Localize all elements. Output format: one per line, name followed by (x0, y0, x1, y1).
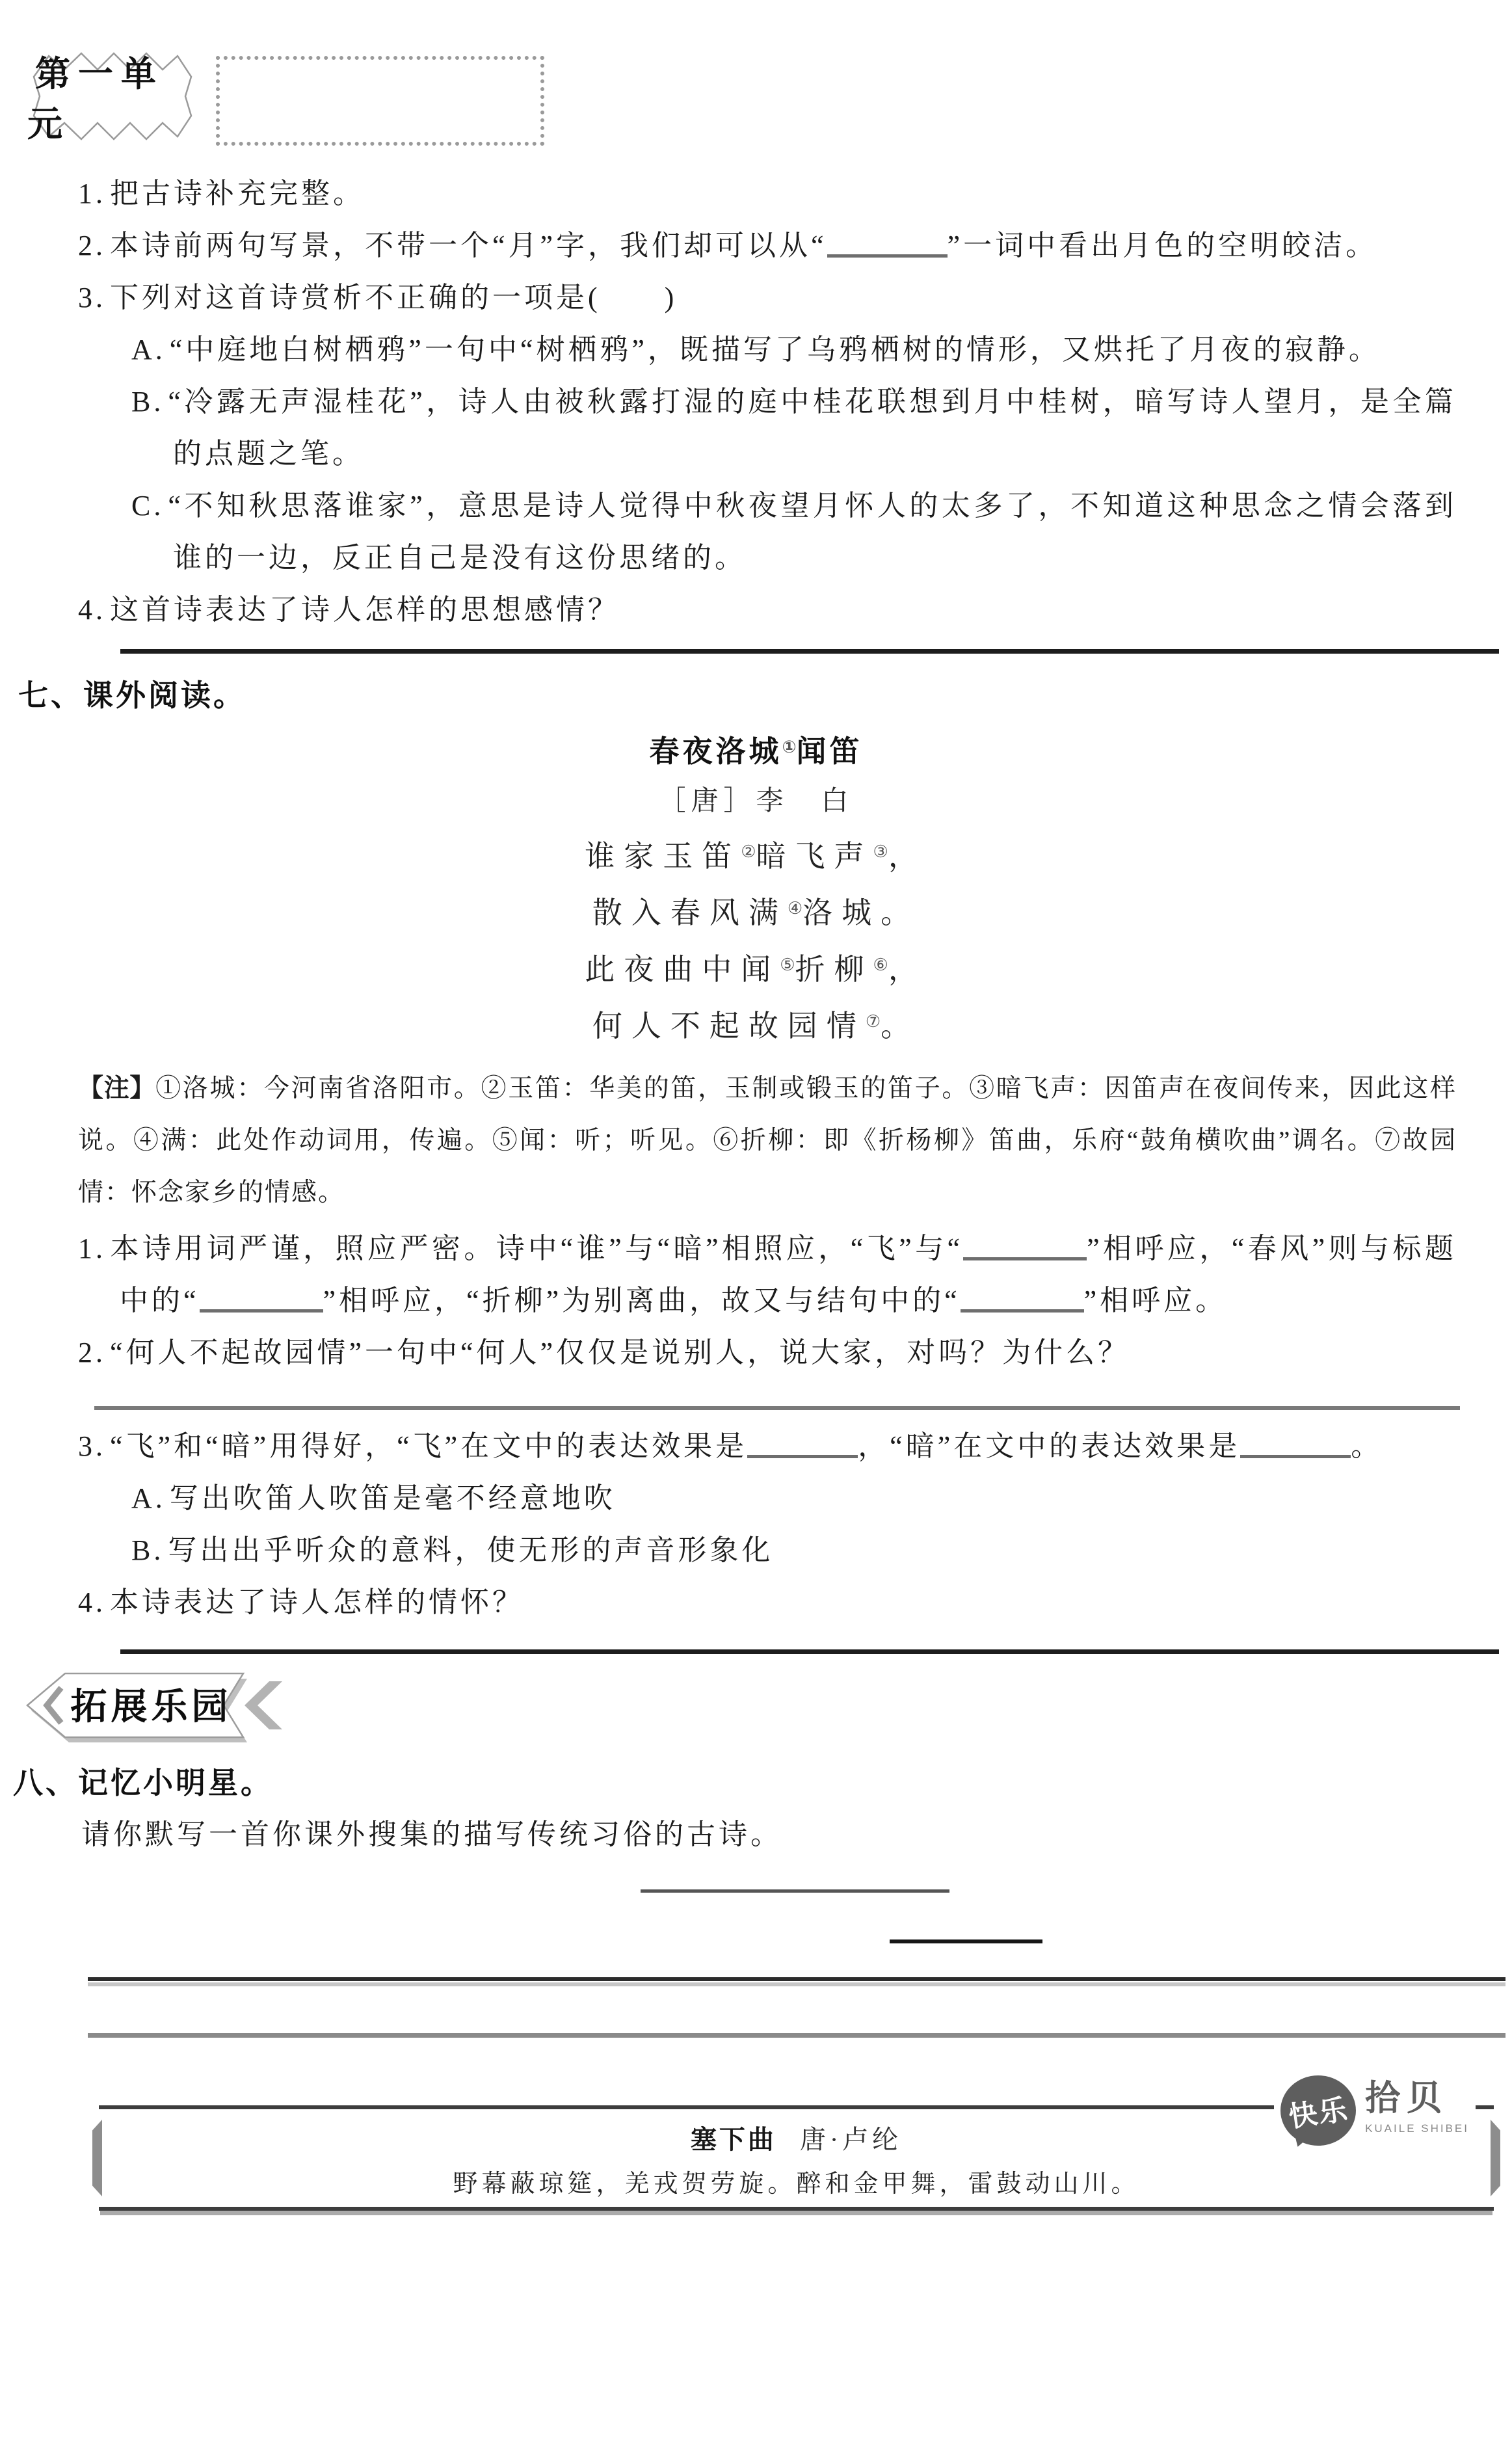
question-number: 1. (78, 178, 106, 209)
answer-blank[interactable] (961, 1288, 1084, 1313)
brand-logo (1274, 2072, 1476, 2150)
poem-line-text: 何人不起故园情 (592, 1009, 866, 1043)
option-c (78, 480, 1457, 584)
question-text: ”相呼应，“折柳”为别离曲，故又与结句中的“ (323, 1285, 961, 1316)
poem-title (0, 721, 1512, 777)
poem-line-text: ， (888, 953, 927, 986)
question-text: “何人不起故园情”一句中“何人”仅仅是说别人，说大家，对吗？为什么？ (110, 1337, 1130, 1368)
option-label: B. (131, 386, 165, 418)
answer-blank[interactable] (1240, 1433, 1351, 1458)
poem-superscript: ⑦ (865, 1012, 881, 1031)
question-text: ”相呼应，“春风”则与标题中的“ (120, 1233, 1457, 1316)
poem-superscript: ④ (787, 899, 803, 918)
answer-blank[interactable] (963, 1236, 1087, 1260)
footer-poem-line: 野幕蔽琼筵，羌戎贺劳旋。醉和金甲舞，雷鼓动山川。 (453, 2170, 1140, 2198)
question-number: 4. (78, 594, 106, 626)
poem-line-text: 散入春风满 (592, 896, 788, 929)
notes-paragraph (78, 1063, 1457, 1219)
poem-line-text: ， (888, 840, 927, 873)
option-text: “中庭地白树栖鸦”一句中“树栖鸦”，既描写了乌鸦栖树的情形，又烘托了月夜的寂静。 (169, 334, 1381, 366)
unit-badge-label: 第一单元 (27, 55, 164, 144)
question-number: 4. (78, 1586, 106, 1618)
poem-line-text: 谁家玉笛 (585, 840, 741, 873)
question-text: 下列对这首诗赏析不正确的一项是( ) (110, 282, 678, 313)
question-text: ”相呼应。 (1083, 1285, 1228, 1316)
write-line-short[interactable] (641, 1889, 949, 1893)
poem-line (0, 939, 1512, 996)
poem-superscript: ⑤ (780, 955, 795, 974)
logo-subtext: KUAILE SHIBEI (1365, 2122, 1469, 2135)
frame-bevel-right (1491, 2120, 1500, 2196)
title-dotted-box[interactable] (216, 56, 544, 146)
question-text: 把古诗补充完整。 (110, 178, 365, 209)
write-line-short[interactable] (890, 1939, 1042, 1943)
write-line-full[interactable] (88, 2033, 1505, 2038)
option-label: C. (131, 490, 165, 522)
option-label: A. (131, 334, 166, 366)
option-b (78, 376, 1457, 480)
option-text: “不知秋思落谁家”，意思是诗人觉得中秋夜望月怀人的太多了，不知道这种思念之情会落到谁的一边，反正自己是没有这份思绪的。 (168, 490, 1457, 574)
question-2 (78, 220, 1457, 272)
memory-prompt: 请你默写一首你课外搜集的描写传统习俗的古诗。 (81, 1819, 782, 1850)
poem-line-text: 洛城。 (802, 896, 920, 929)
answer-line[interactable] (94, 1406, 1460, 1410)
questions-section-six (0, 168, 1512, 636)
option-a (78, 324, 1457, 376)
section-divider (120, 1649, 1499, 1654)
page-header (0, 0, 1512, 150)
question-text: ，“暗”在文中的表达效果是 (858, 1430, 1241, 1462)
question-number: 2. (78, 1337, 106, 1368)
poem-superscript: ③ (873, 842, 888, 861)
question-number: 2. (78, 230, 106, 261)
footer-box (99, 2079, 1494, 2211)
question-3 (78, 272, 1457, 324)
poem-title-text: 闻笛 (796, 734, 863, 768)
option-text: 写出出乎听众的意料，使无形的声音形象化 (168, 1534, 774, 1566)
poem-line (0, 996, 1512, 1052)
question-number: 3. (78, 282, 106, 313)
poem-line-text: 此夜曲中闻 (585, 953, 780, 986)
unit-badge (27, 47, 198, 146)
answer-blank[interactable] (827, 233, 948, 258)
question-number: 3. (78, 1430, 106, 1462)
logo-name: 拾贝 (1365, 2079, 1449, 2118)
poem-line-text: 。 (881, 1009, 920, 1043)
poem-block (0, 721, 1512, 1052)
note-label: 【注】 (78, 1074, 156, 1102)
banner-label: 拓展乐园 (70, 1686, 232, 1727)
poem-superscript: ② (741, 842, 756, 861)
question-4 (78, 584, 1457, 636)
option-a (78, 1473, 1457, 1525)
poem-author: ［唐］李 白 (658, 786, 854, 816)
question-3 (78, 1420, 1457, 1473)
option-label: B. (131, 1534, 165, 1566)
question-text: 。 (1351, 1430, 1383, 1462)
option-text: “冷露无声湿桂花”，诗人由被秋露打湿的庭中桂花联想到月中桂树，暗写诗人望月，是全篇的点题之笔。 (168, 386, 1457, 470)
question-4 (78, 1577, 1457, 1629)
speech-bubble-icon (1280, 2075, 1356, 2146)
logo-right (1365, 2075, 1469, 2146)
question-text: “飞”和“暗”用得好，“飞”在文中的表达效果是 (110, 1430, 748, 1462)
option-label: A. (131, 1482, 166, 1514)
poem-line (0, 883, 1512, 939)
poem-line-text: 折柳 (795, 953, 873, 986)
question-text: 本诗用词严谨，照应严密。诗中“谁”与“暗”相照应，“飞”与“ (110, 1233, 964, 1264)
section-heading-seven: 七、课外阅读。 (18, 678, 246, 712)
poem-line (0, 826, 1512, 883)
poem-title-text: 春夜洛城 (649, 734, 782, 768)
section-heading-eight: 八、记忆小明星。 (13, 1766, 273, 1800)
question-2 (78, 1327, 1457, 1379)
frame-bevel-left (92, 2120, 102, 2196)
poem-line-text: 暗飞声 (756, 840, 873, 873)
option-b (78, 1525, 1457, 1577)
answer-blank[interactable] (200, 1288, 323, 1313)
banner-chevron-right-icon (245, 1681, 282, 1729)
note-body: ①洛城：今河南省洛阳市。②玉笛：华美的笛，玉制或锻玉的笛子。③暗飞声：因笛声在夜间传来，因此这样说。④满：此处作动词用，传遍。⑤闻：听；听见。⑥折柳：即《折杨柳》笛曲，乐府“鼓角横吹曲”调名。⑦故园情：怀念家乡的情感。 (78, 1074, 1457, 1206)
write-line-full[interactable] (88, 1977, 1505, 1981)
poem-superscript: ① (782, 737, 797, 756)
poem-superscript: ⑥ (873, 955, 888, 974)
question-text: 本诗表达了诗人怎样的情怀？ (110, 1586, 524, 1618)
footer-poem-author: 唐·卢纶 (799, 2125, 903, 2154)
question-1 (78, 168, 1457, 220)
question-number: 1. (78, 1233, 106, 1264)
question-text: 本诗前两句写景，不带一个“月”字，我们却可以从“ (110, 230, 827, 261)
logo-bubble-text: 快乐 (1286, 2093, 1351, 2134)
question-text: ”一词中看出月色的空明皎洁。 (947, 230, 1378, 261)
footer-poem-title: 塞下曲 (690, 2126, 776, 2154)
question-1 (78, 1223, 1457, 1327)
question-text: 这首诗表达了诗人怎样的思想感情？ (110, 594, 620, 626)
option-text: 写出吹笛人吹笛是毫不经意地吹 (169, 1482, 616, 1514)
section-divider (120, 649, 1499, 654)
extension-banner (14, 1670, 294, 1746)
answer-blank[interactable] (747, 1433, 858, 1458)
